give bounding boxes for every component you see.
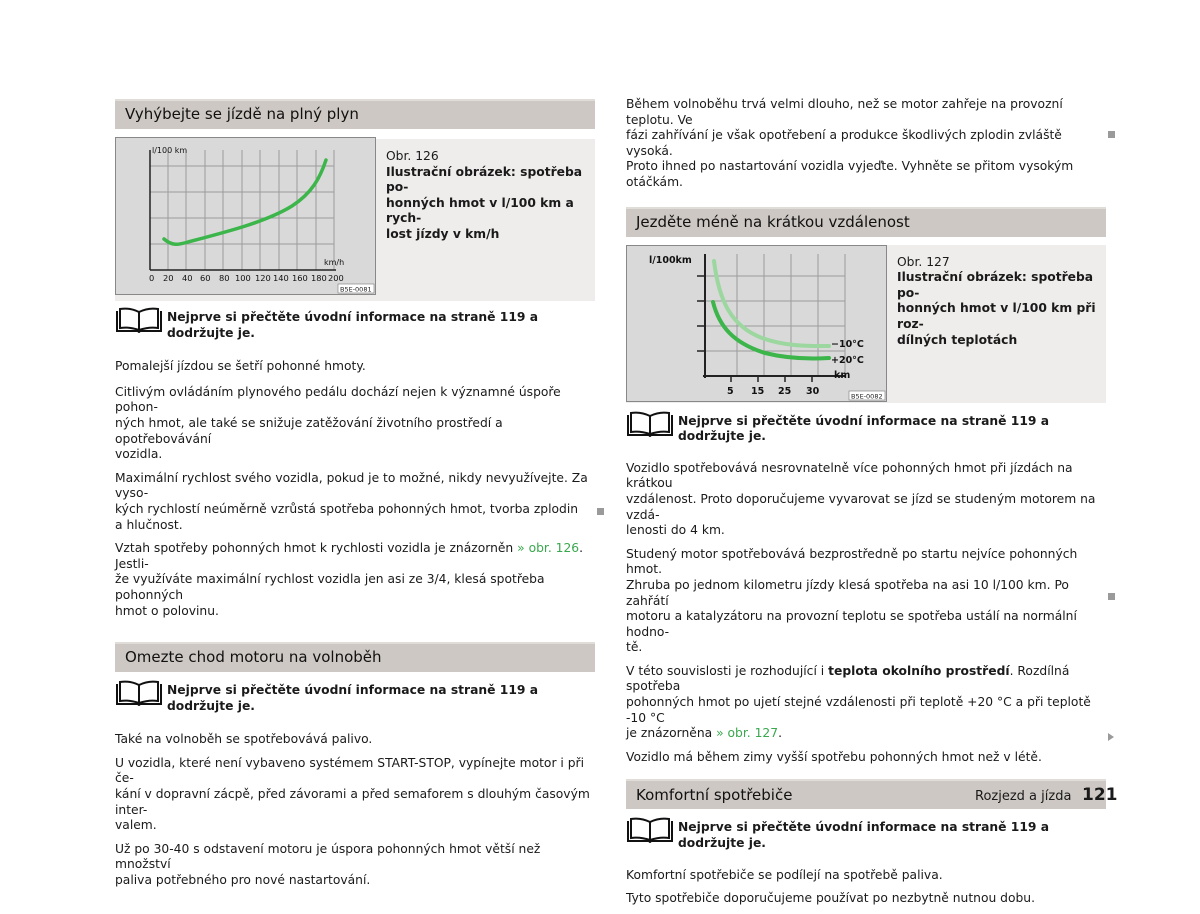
figure-number: Obr. 127 xyxy=(897,254,950,269)
section-heading-text: Vyhýbejte se jízdě na plný plyn xyxy=(125,105,359,124)
line: vzdálenost. Proto doporučujeme vyvarovat se jízd se studeným motorem na vzdá- xyxy=(626,491,1096,522)
figure-title-line: lost jízdy v km/h xyxy=(386,226,500,241)
text: . xyxy=(778,726,782,741)
line: kých rychlostí neúměrně vzrůstá spotřeba pohonných hmot, tvorba zplodin xyxy=(115,501,579,516)
x-tick-0: 0 xyxy=(149,273,155,283)
line: fázi zahřívání je však opotřebení a produkce škodlivých zplodin zvláště vysoká. xyxy=(626,128,1062,158)
text: . Jestli- xyxy=(115,541,584,571)
read-first-note xyxy=(115,307,595,341)
section-heading-text: Omezte chod motoru na volnoběh xyxy=(125,648,382,667)
line: Už po 30-40 s odstavení motoru je úspora pohonných hmot větší než množství xyxy=(115,841,541,872)
x-tick-180: 180 xyxy=(311,273,327,283)
section-heading-idle xyxy=(115,642,595,672)
text: . Rozdílná spotřeba xyxy=(626,663,1070,694)
line: pohonných hmot po ujetí stejné vzdálenosti při teplotě +20 °C a při teplotě -10 °C xyxy=(626,695,1091,725)
figure-title-line: Ilustrační obrázek: spotřeba po- xyxy=(897,270,1094,300)
x-tick-40: 40 xyxy=(182,273,193,283)
text: je znázorněna xyxy=(626,726,717,741)
line: Během volnoběhu trvá velmi dlouho, než se motor zahřeje na provozní teplotu. Ve xyxy=(626,97,1063,127)
x-tick-5: 5 xyxy=(727,385,734,397)
note-text: Nejprve si přečtěte úvodní informace na straně 119 a dodržujte je. xyxy=(167,310,539,340)
fuel-temperature-chart xyxy=(627,246,886,401)
paragraph xyxy=(115,842,595,889)
line: ných hmot, ale také se snižuje zatěžování životního prostředí a opotřebovávání xyxy=(115,415,503,446)
x-tick-80: 80 xyxy=(219,273,230,283)
end-of-section-marker xyxy=(1108,131,1115,138)
figure-code: B5E-0081 xyxy=(340,285,372,294)
open-book-icon xyxy=(626,411,674,437)
note-text: Nejprve si přečtěte úvodní informace na straně 119 a dodržujte je. xyxy=(167,683,539,713)
figure-126 xyxy=(115,139,595,301)
bold-text: teplota okolního prostředí xyxy=(828,663,1010,678)
x-tick-15: 15 xyxy=(751,385,765,397)
fuel-speed-chart xyxy=(116,138,375,294)
figure-number: Obr. 126 xyxy=(386,149,439,163)
line: U vozidla, které není vybaveno systémem START-STOP, vypínejte motor i při če- xyxy=(115,755,585,786)
line: hmot o polovinu. xyxy=(115,603,219,618)
figure-title-line: honných hmot v l/100 km při roz- xyxy=(897,301,1096,331)
y-unit-label: l/100 km xyxy=(152,146,188,155)
note-text: Nejprve si přečtěte úvodní informace na straně 119 a dodržujte je. xyxy=(678,413,1050,444)
fig127-caption xyxy=(887,245,1106,403)
consumption-curve xyxy=(164,160,326,244)
line: motoru a katalyzátoru na provozní teplotu se spotřeba ustálí na normální hodno- xyxy=(626,609,1077,639)
paragraph xyxy=(626,461,1106,539)
section-heading-text: Jezděte méně na krátkou vzdálenost xyxy=(636,212,910,231)
x-tick-25: 25 xyxy=(778,385,792,397)
line: Studený motor spotřebovává bezprostředně po startu nejvíce pohonných hmot. xyxy=(626,546,1078,577)
figure-title-line: honných hmot v l/100 km a rych- xyxy=(386,195,574,226)
footer-chapter-title: Rozjezd a jízda xyxy=(975,789,1072,804)
open-book-icon xyxy=(115,307,163,333)
fig126-chart xyxy=(115,137,376,295)
paragraph: Tyto spotřebiče doporučujeme používat po nezbytně nutnou dobu. xyxy=(626,891,1036,906)
note-text: Nejprve si přečtěte úvodní informace na straně 119 a dodržujte je. xyxy=(678,820,1050,851)
end-of-section-marker xyxy=(1108,593,1115,600)
x-tick-160: 160 xyxy=(292,273,308,283)
continue-arrow-icon xyxy=(1108,733,1114,741)
line: Maximální rychlost svého vozidla, pokud je to možné, nikdy nevyužívejte. Za vyso- xyxy=(115,470,588,501)
line: Zhruba po jednom kilometru jízdy klesá spotřeba na asi 10 l/100 km. Po zahřátí xyxy=(626,577,1069,608)
x-tick-60: 60 xyxy=(200,273,211,283)
line: paliva potřebného pro nové nastartování. xyxy=(115,873,371,888)
line: kání v dopravní zácpě, před závorami a před semaforem s dlouhým časovým inter- xyxy=(115,787,590,817)
line: že využíváte maximální rychlost vozidla jen asi ze 3/4, klesá spotřeba pohonných xyxy=(115,572,545,602)
figure-link[interactable]: » obr. 126 xyxy=(517,541,580,556)
line: vozidla. xyxy=(115,447,163,462)
paragraph xyxy=(626,664,1106,742)
read-first-note xyxy=(115,680,595,714)
line: a hlučnost. xyxy=(115,517,183,532)
paragraph: Pomalejší jízdou se šetří pohonné hmoty. xyxy=(115,359,366,374)
line: tě. xyxy=(626,640,643,655)
paragraph xyxy=(115,541,595,619)
section-heading-short-trips xyxy=(626,207,1106,237)
label-warm: +20°C xyxy=(831,354,864,366)
x-tick-140: 140 xyxy=(273,273,289,283)
paragraph xyxy=(115,471,595,533)
x-tick-200: 200 xyxy=(328,273,344,283)
open-book-icon xyxy=(115,680,163,706)
line: lenosti do 4 km. xyxy=(626,523,725,538)
open-book-icon xyxy=(626,817,674,843)
fig126-caption xyxy=(376,139,595,301)
end-of-section-marker xyxy=(597,508,604,515)
paragraph: Komfortní spotřebiče se podílejí na spotřebě paliva. xyxy=(626,867,943,882)
read-first-note xyxy=(626,817,1106,851)
figure-title-line: Ilustrační obrázek: spotřeba po- xyxy=(386,164,583,195)
paragraph xyxy=(626,97,1106,191)
line: Vozidlo spotřebovává nesrovnatelně více pohonných hmot při jízdách na krátkou xyxy=(626,460,1073,491)
section-heading-text: Komfortní spotřebiče xyxy=(636,785,793,804)
y-unit-label: l/100km xyxy=(649,254,692,266)
text: V této souvislosti je rozhodující i xyxy=(626,663,829,678)
text: Vztah spotřeby pohonných hmot k rychlosti vozidla je znázorněn xyxy=(115,541,518,556)
x-tick-100: 100 xyxy=(235,273,251,283)
paragraph xyxy=(626,547,1106,656)
line: Proto ihned po nastartování vozidla vyjeďte. Vyhněte se přitom vysokým otáčkám. xyxy=(626,159,1074,189)
line: Citlivým ovládáním plynového pedálu dochází nejen k významné úspoře pohon- xyxy=(115,384,561,415)
figure-link[interactable]: » obr. 127 xyxy=(716,726,779,741)
x-unit-label: km/h xyxy=(324,258,345,267)
label-cold: −10°C xyxy=(831,338,864,350)
x-tick-labels xyxy=(149,273,344,283)
fig127-chart xyxy=(626,245,887,402)
x-unit-label: km xyxy=(834,369,851,381)
x-tick-20: 20 xyxy=(163,273,174,283)
left-column xyxy=(115,99,595,896)
x-tick-30: 30 xyxy=(806,385,820,397)
paragraph: Vozidlo má během zimy vyšší spotřebu pohonných hmot než v létě. xyxy=(626,749,1042,764)
paragraph xyxy=(115,756,595,834)
paragraph xyxy=(115,385,595,463)
line: valem. xyxy=(115,818,157,833)
paragraph: Také na volnoběh se spotřebovává palivo. xyxy=(115,732,373,747)
section-heading-full-throttle xyxy=(115,99,595,129)
read-first-note xyxy=(626,411,1106,445)
x-tick-120: 120 xyxy=(255,273,271,283)
figure-127 xyxy=(626,245,1106,403)
figure-code: B5E-0082 xyxy=(851,392,883,401)
page-number: 121 xyxy=(1082,785,1118,805)
figure-title-line: dílných teplotách xyxy=(897,332,1018,347)
